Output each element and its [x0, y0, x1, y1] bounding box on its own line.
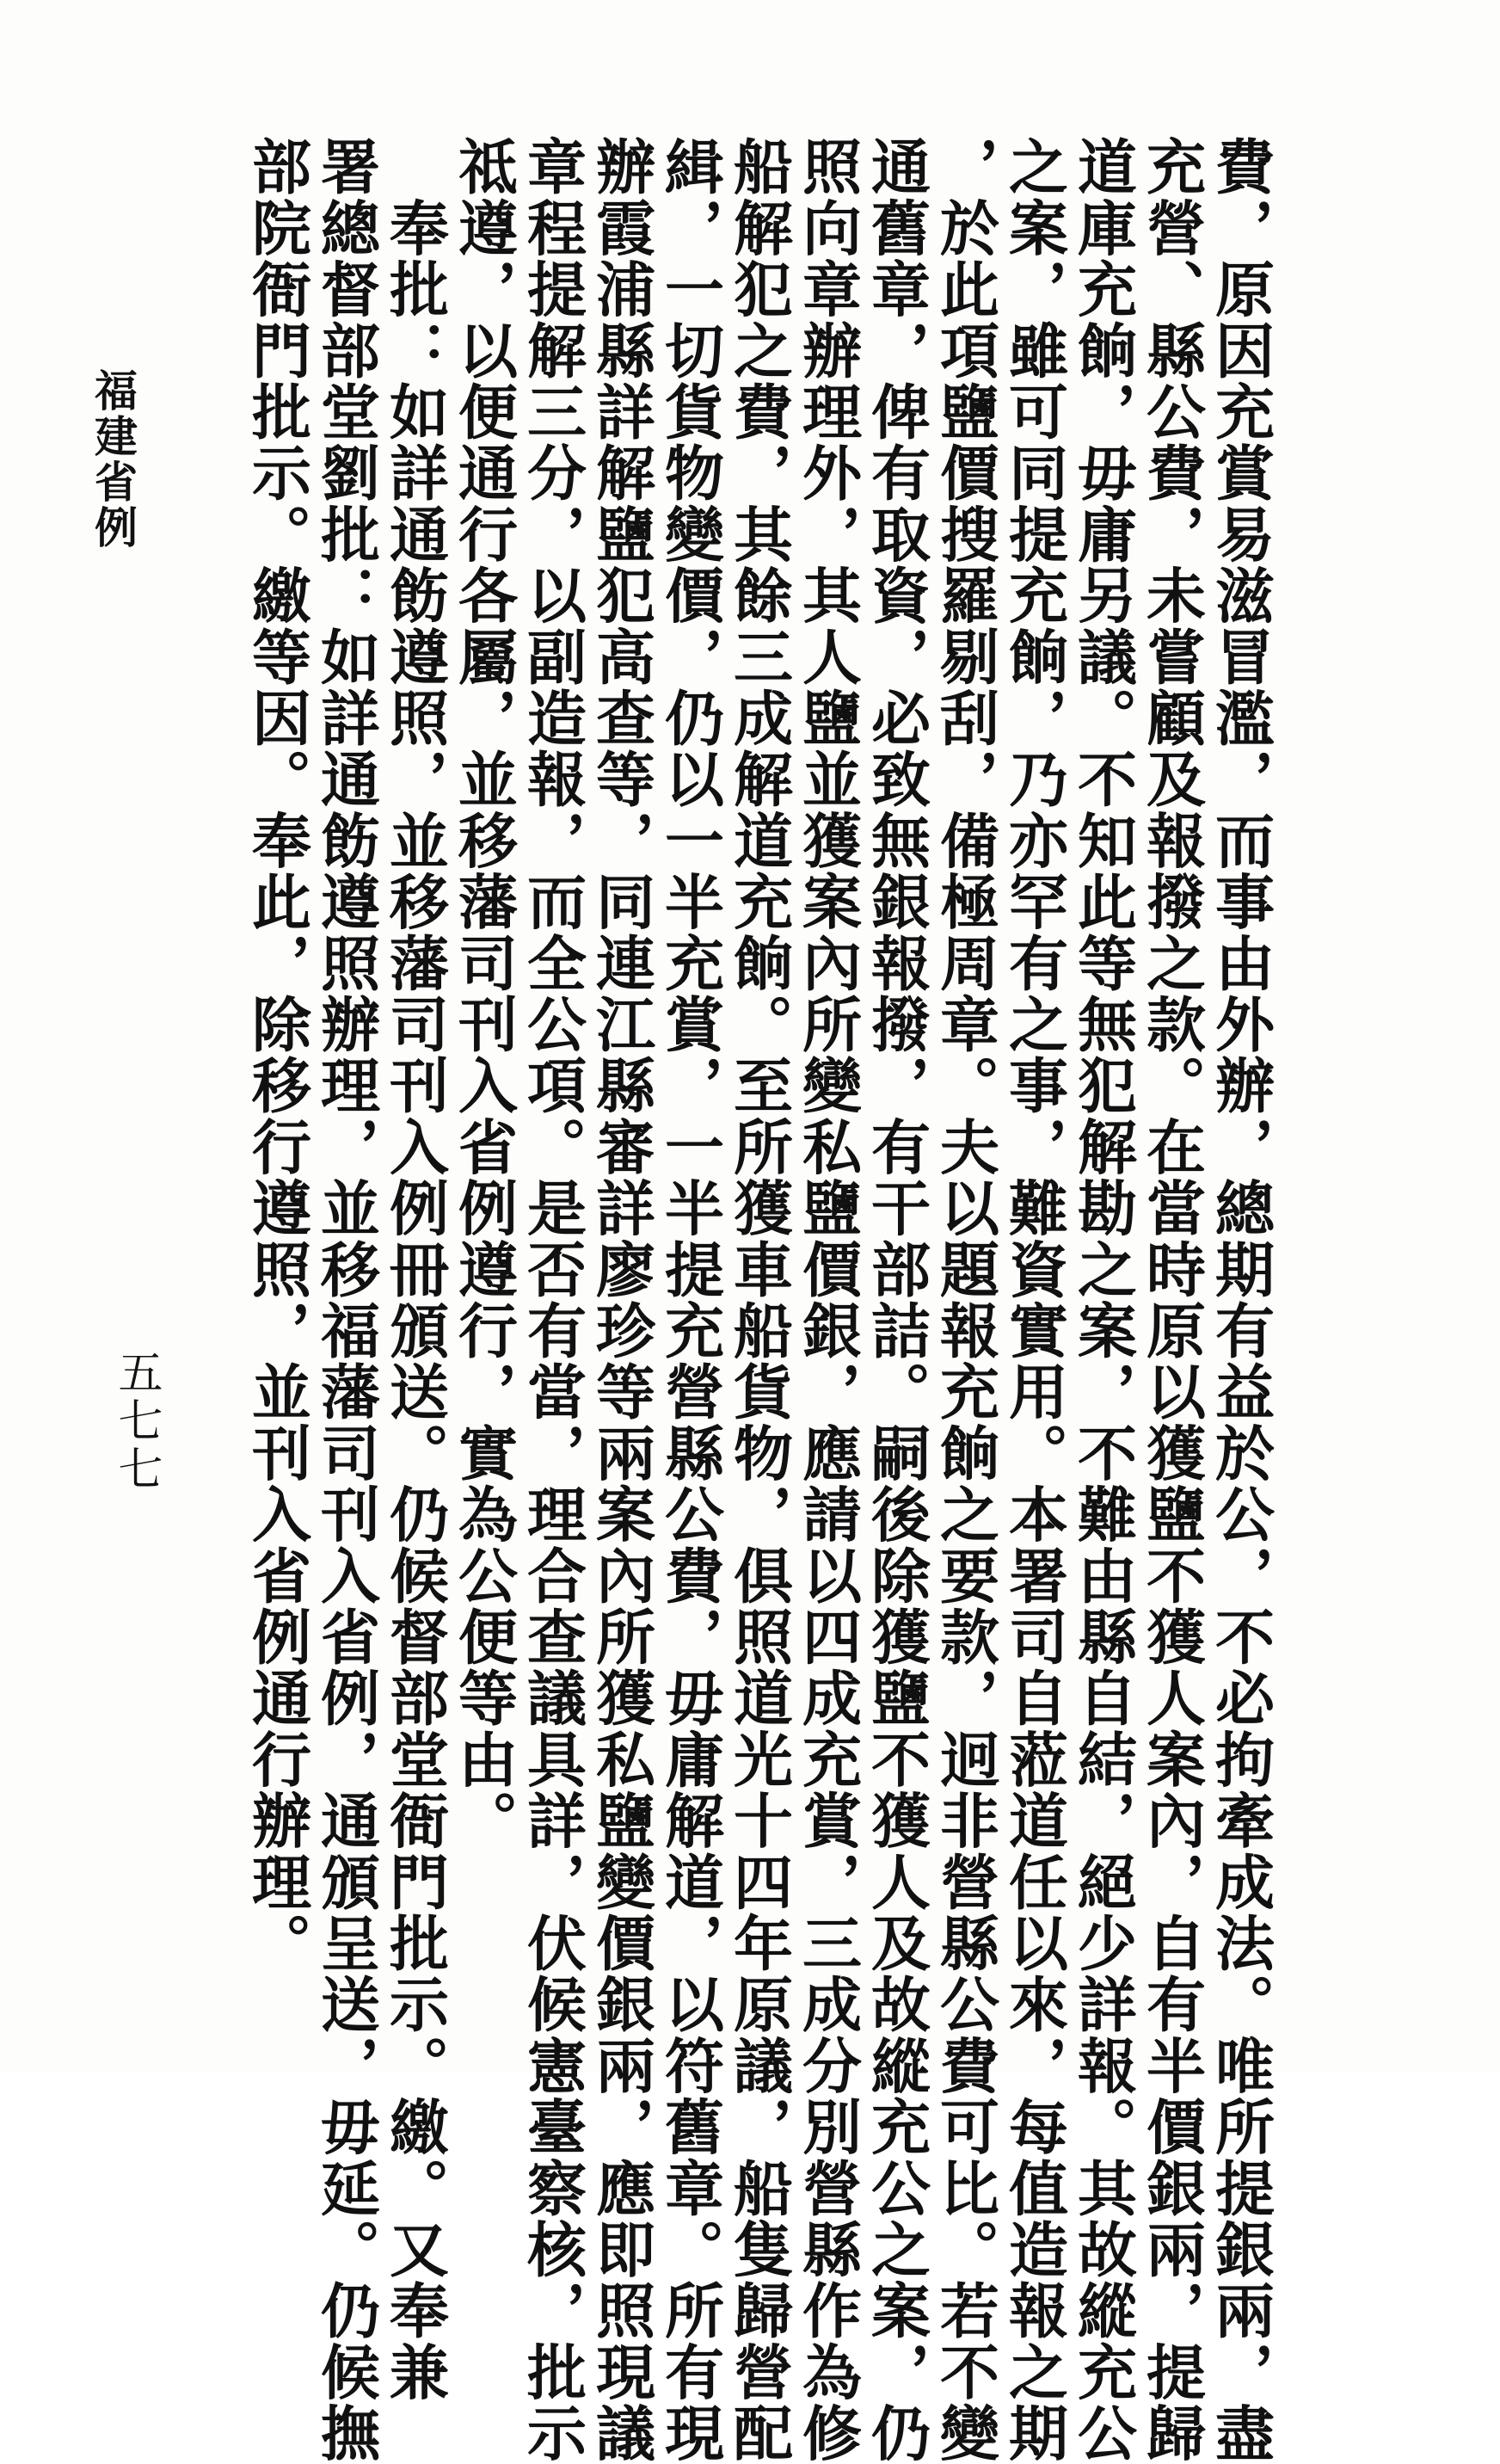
text-column-8: 船解犯之費，其餘三成解道充餉。至所獲車船貨物，俱照道光十四年原議，船隻歸營配 [723, 136, 793, 2464]
text-column-13: 奉批：如詳通飭遵照，並移藩司刊入例冊頒送。仍候督部堂衙門批示。繳。又奉兼 [379, 136, 449, 2403]
text-column-1: 費，原因充賞易滋冒濫，而事由外辦，總期有益於公，不必拘牽成法。唯所提銀兩，盡 [1205, 136, 1275, 2464]
page-number: 五七七 [110, 1349, 162, 1494]
text-column-2: 充營、縣公費，未嘗顧及報撥之款。在當時原以獲鹽不獲人案內，自有半價銀兩，提歸 [1136, 136, 1206, 2464]
book-title: 福建省例 [88, 368, 138, 551]
text-column-11: 章程提解三分，以副造報，而全公項。是否有當，理合查議具詳，伏候憲臺察核，批示 [517, 136, 587, 2464]
text-column-10: 辦霞浦縣詳解鹽犯高查等，同連江縣審詳廖珍等兩案內所獲私鹽變價銀兩，應即照現議 [586, 136, 655, 2464]
text-column-15: 部院衙門批示。繳等因。奉此，除移行遵照，並刊入省例通行辦理。 [242, 136, 311, 1974]
text-column-7: 照向章辦理外，其人鹽並獲案內所變私鹽價銀，應請以四成充賞，三成分別營縣作為修 [792, 136, 862, 2464]
text-column-4: 之案，雖可同提充餉，乃亦罕有之事，難資實用。本署司自蒞道任以來，每值造報之期 [999, 136, 1068, 2464]
text-column-6: 通舊章，俾有取資，必致無銀報撥，有干部詰。嗣後除獲鹽不獲人及故縱充公之案，仍 [861, 136, 931, 2464]
text-column-9: 緝，一切貨物變價，仍以一半充賞，一半提充營縣公費，毋庸解道，以符舊章。所有現 [655, 136, 724, 2464]
text-column-5: ，於此項鹽價搜羅剔刮，備極周章。夫以題報充餉之要款，迥非營縣公費可比。若不變 [930, 136, 999, 2464]
text-column-14: 署總督部堂劉批：如詳通飭遵照辦理，並移福藩司刊入省例，通頒呈送，毋延。仍候撫 [310, 136, 380, 2464]
text-column-3: 道庫充餉，毋庸另議。不知此等無犯解勘之案，不難由縣自結，絕少詳報。其故縱充公 [1067, 136, 1137, 2464]
text-column-12: 祗遵，以便通行各屬，並移藩司刊入省例遵行，實為公便等由。 [448, 136, 518, 1851]
